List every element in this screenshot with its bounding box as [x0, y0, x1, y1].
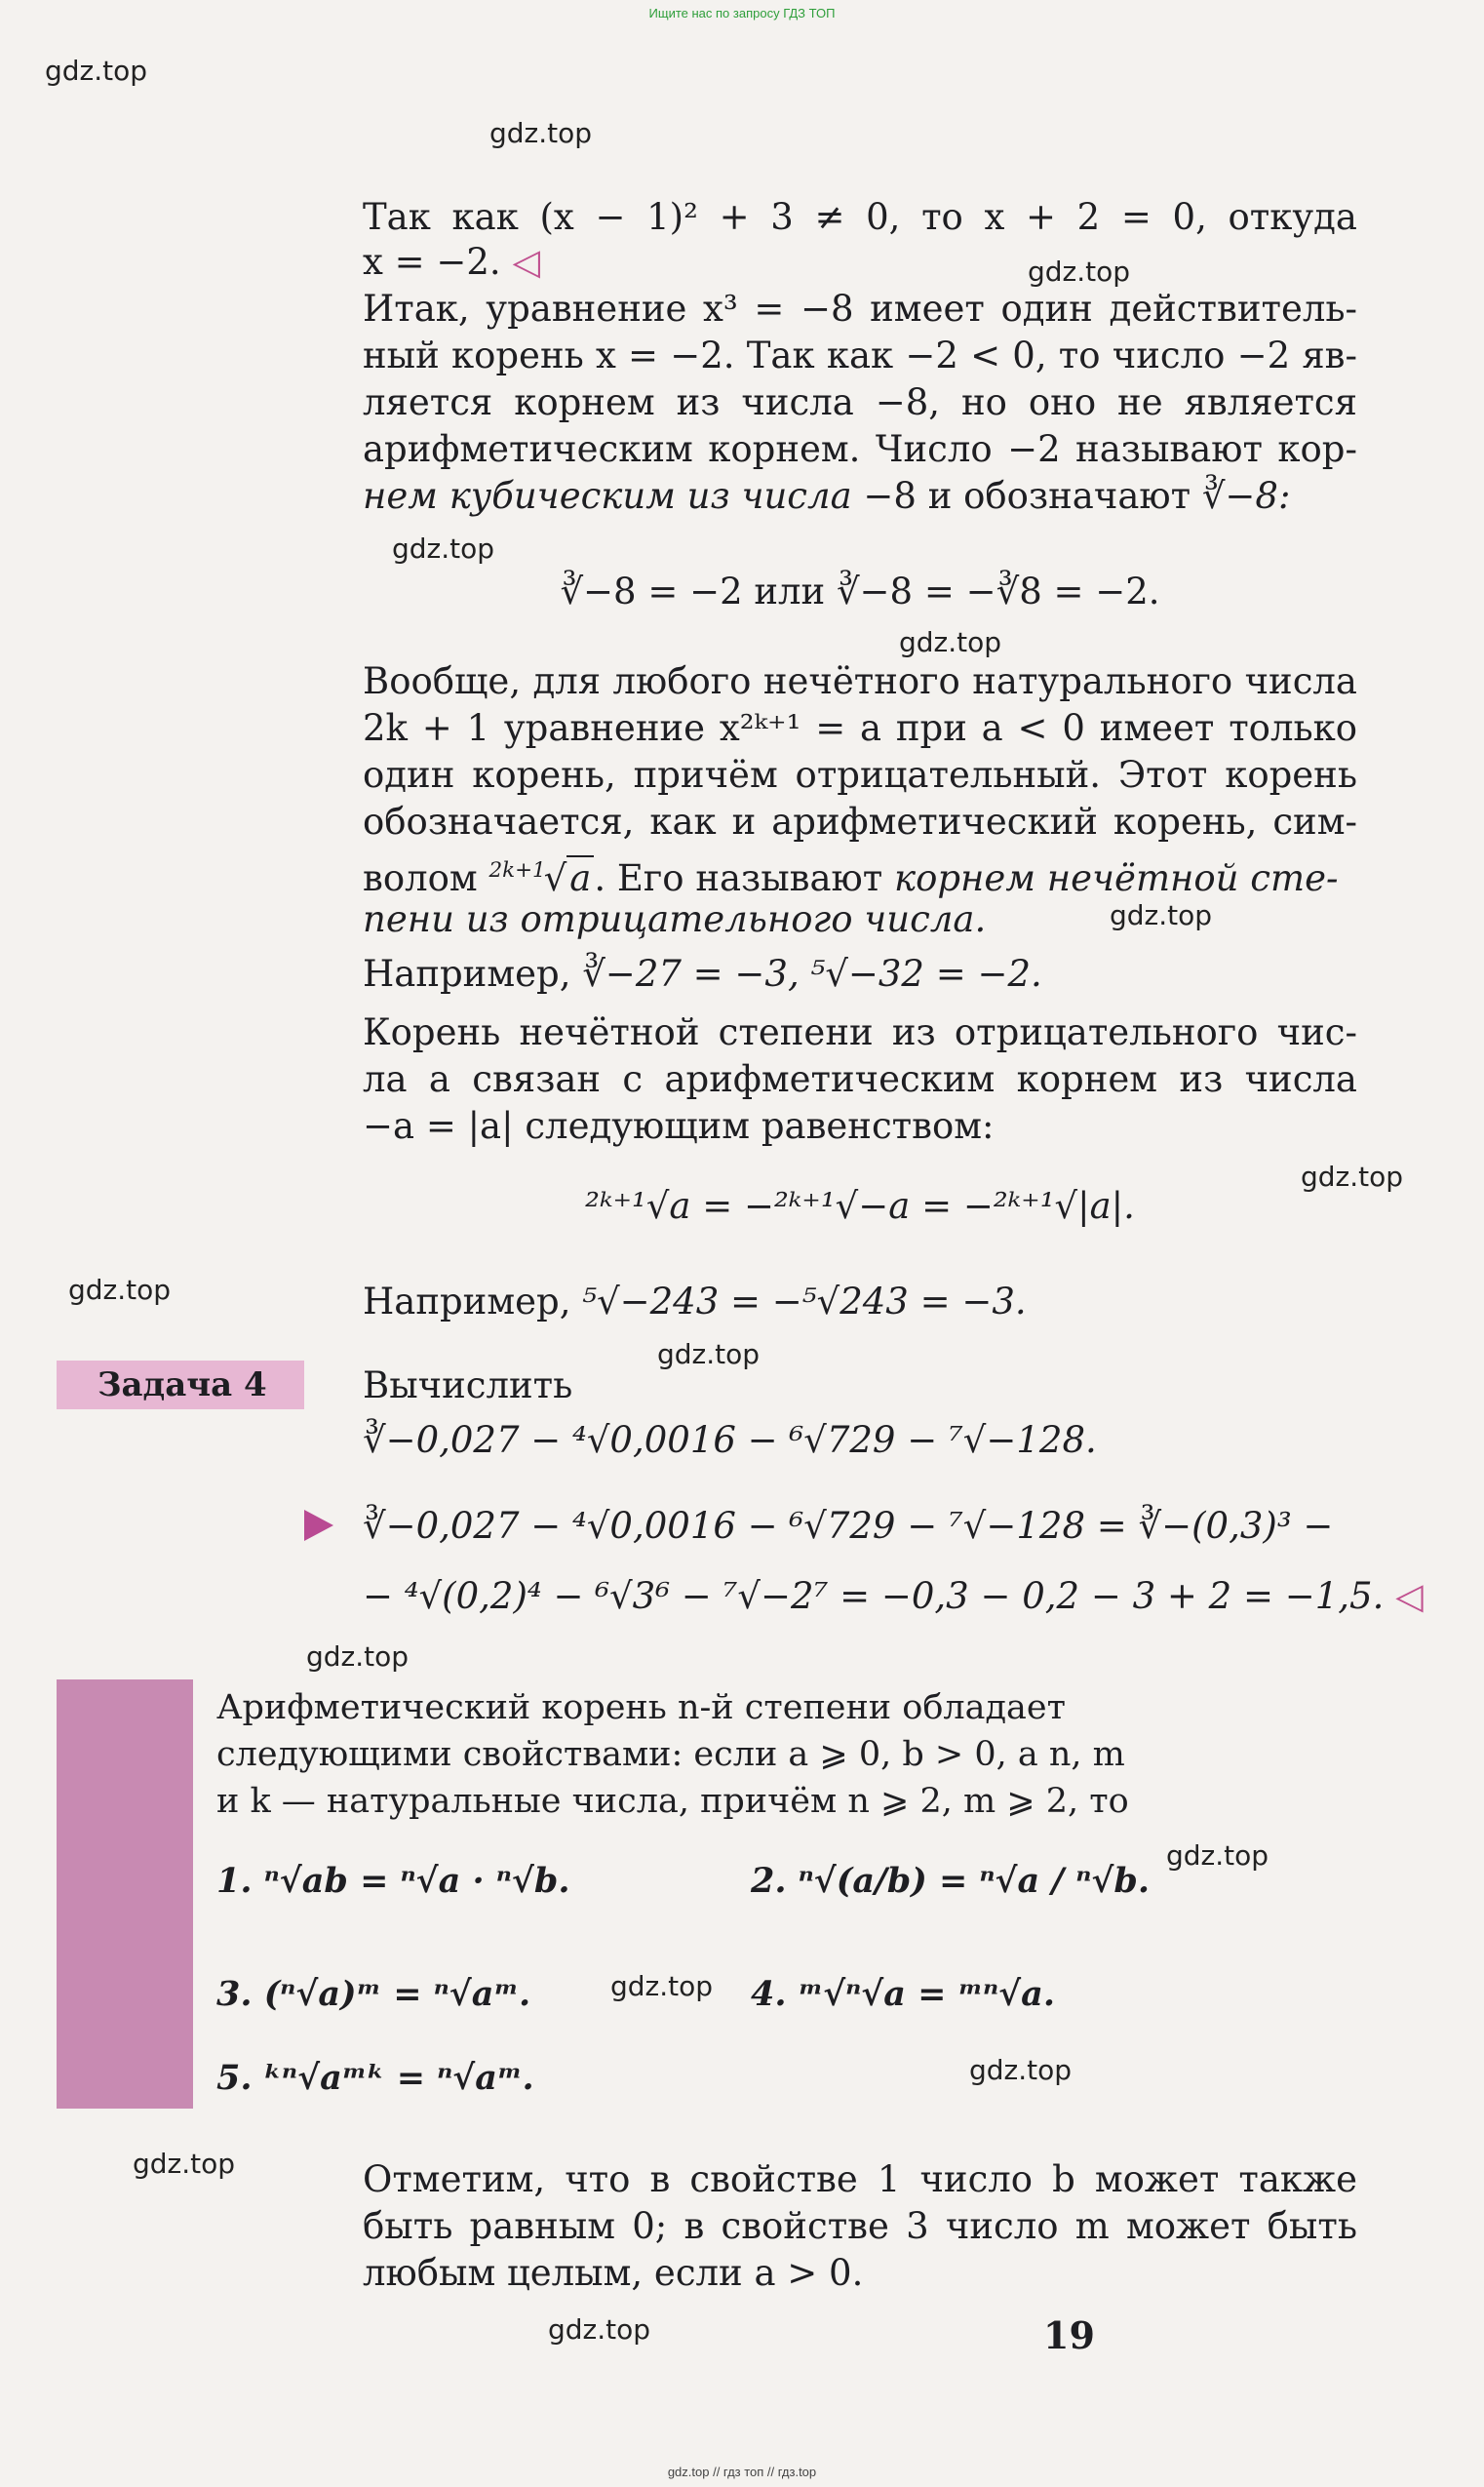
formula: ∛−8 = −2 или ∛−8 = −∛8 = −2. — [560, 571, 1160, 612]
watermark: gdz.top — [1110, 899, 1213, 931]
solution-arrow-icon — [304, 1510, 333, 1541]
task-text: Вычислить — [363, 1364, 573, 1406]
properties-sidebar — [57, 1679, 193, 2109]
text-line: x = −2. ◁ — [363, 241, 540, 283]
text-line: ла a связан с арифметическим корнем из числа — [363, 1058, 1357, 1100]
text-line: арифметическим корнем. Число −2 называют кор- — [363, 428, 1357, 470]
text-line: ный корень x = −2. Так как −2 < 0, то число −2 яв- — [363, 335, 1357, 376]
watermark: gdz.top — [548, 2313, 651, 2346]
watermark: gdz.top — [489, 117, 593, 149]
task-expression: ∛−0,027 − ⁴√0,0016 − ⁶√729 − ⁷√−128. — [363, 1419, 1097, 1461]
watermark: gdz.top — [306, 1640, 410, 1673]
text-line: быть равным 0; в свойстве 3 число m может быть — [363, 2205, 1357, 2247]
watermark: gdz.top — [133, 2148, 236, 2180]
properties-intro: и k — натуральные числа, причём n ⩾ 2, m ⩾ 2, то — [216, 1782, 1129, 1821]
text-line: нем кубическим из числа −8 и обозначают ∛−8: — [363, 475, 1291, 517]
watermark: gdz.top — [45, 55, 148, 87]
bottom-note: gdz.top // гдз топ // гдз.top — [667, 2465, 817, 2479]
text-line: Вообще, для любого нечётного натурального числа — [363, 660, 1357, 702]
text-line: обозначается, как и арифметический корень, сим- — [363, 801, 1357, 843]
text-line: Корень нечётной степени из отрицательного чис- — [363, 1011, 1357, 1053]
task-label: Задача 4 — [57, 1361, 304, 1409]
watermark: gdz.top — [1028, 256, 1131, 288]
text-line: −a = |a| следующим равенством: — [363, 1105, 995, 1147]
text-line: волом $^{2k+1}$√a. Его называют корнем нечётной сте- — [363, 857, 1339, 899]
text-line: 2k + 1 уравнение x²ᵏ⁺¹ = a при a < 0 имеет только — [363, 707, 1357, 749]
text-line: Отметим, что в свойстве 1 число b может также — [363, 2158, 1357, 2200]
watermark: gdz.top — [392, 533, 495, 565]
property-5: 5. ᵏⁿ√aᵐᵏ = ⁿ√aᵐ. — [216, 2058, 534, 2098]
text-line: один корень, причём отрицательный. Этот корень — [363, 754, 1357, 796]
text-line: Итак, уравнение x³ = −8 имеет один действитель- — [363, 288, 1357, 330]
example-line: Например, ∛−27 = −3, ⁵√−32 = −2. — [363, 953, 1042, 995]
property-1: 1. ⁿ√ab = ⁿ√a · ⁿ√b. — [216, 1861, 570, 1901]
properties-intro: следующими свойствами: если a ⩾ 0, b > 0, а n, m — [216, 1735, 1125, 1774]
top-note: Ищите нас по запросу ГДЗ ТОП — [648, 6, 836, 20]
watermark: gdz.top — [1301, 1161, 1404, 1193]
watermark: gdz.top — [899, 626, 1002, 658]
watermark: gdz.top — [68, 1274, 172, 1306]
example-line: Например, ⁵√−243 = −⁵√243 = −3. — [363, 1281, 1027, 1322]
watermark: gdz.top — [969, 2054, 1073, 2086]
property-2: 2. ⁿ√(a/b) = ⁿ√a / ⁿ√b. — [751, 1861, 1151, 1901]
watermark: gdz.top — [610, 1970, 714, 2002]
property-4: 4. ᵐ√ⁿ√a = ᵐⁿ√a. — [751, 1974, 1056, 2014]
property-3: 3. (ⁿ√a)ᵐ = ⁿ√aᵐ. — [216, 1974, 531, 2014]
solution-line: − ⁴√(0,2)⁴ − ⁶√3⁶ − ⁷√−2⁷ = −0,3 − 0,2 − 3 + 2 = −1,5. ◁ — [363, 1575, 1424, 1617]
text-line: Так как (x − 1)² + 3 ≠ 0, то x + 2 = 0, откуда — [363, 196, 1357, 238]
text-line: ляется корнем из числа −8, но оно не является — [363, 381, 1357, 423]
properties-intro: Арифметический корень n-й степени обладает — [216, 1688, 1067, 1727]
watermark: gdz.top — [1166, 1839, 1269, 1872]
page-number: 19 — [1043, 2313, 1095, 2357]
text-line: любым целым, если a > 0. — [363, 2252, 864, 2294]
text-line: пени из отрицательного числа. — [363, 898, 987, 940]
watermark: gdz.top — [657, 1338, 761, 1370]
solution-line: ∛−0,027 − ⁴√0,0016 − ⁶√729 − ⁷√−128 = ∛−(0,3)³ − — [363, 1505, 1334, 1547]
formula: ²ᵏ⁺¹√a = −²ᵏ⁺¹√−a = −²ᵏ⁺¹√|a|. — [585, 1185, 1135, 1227]
